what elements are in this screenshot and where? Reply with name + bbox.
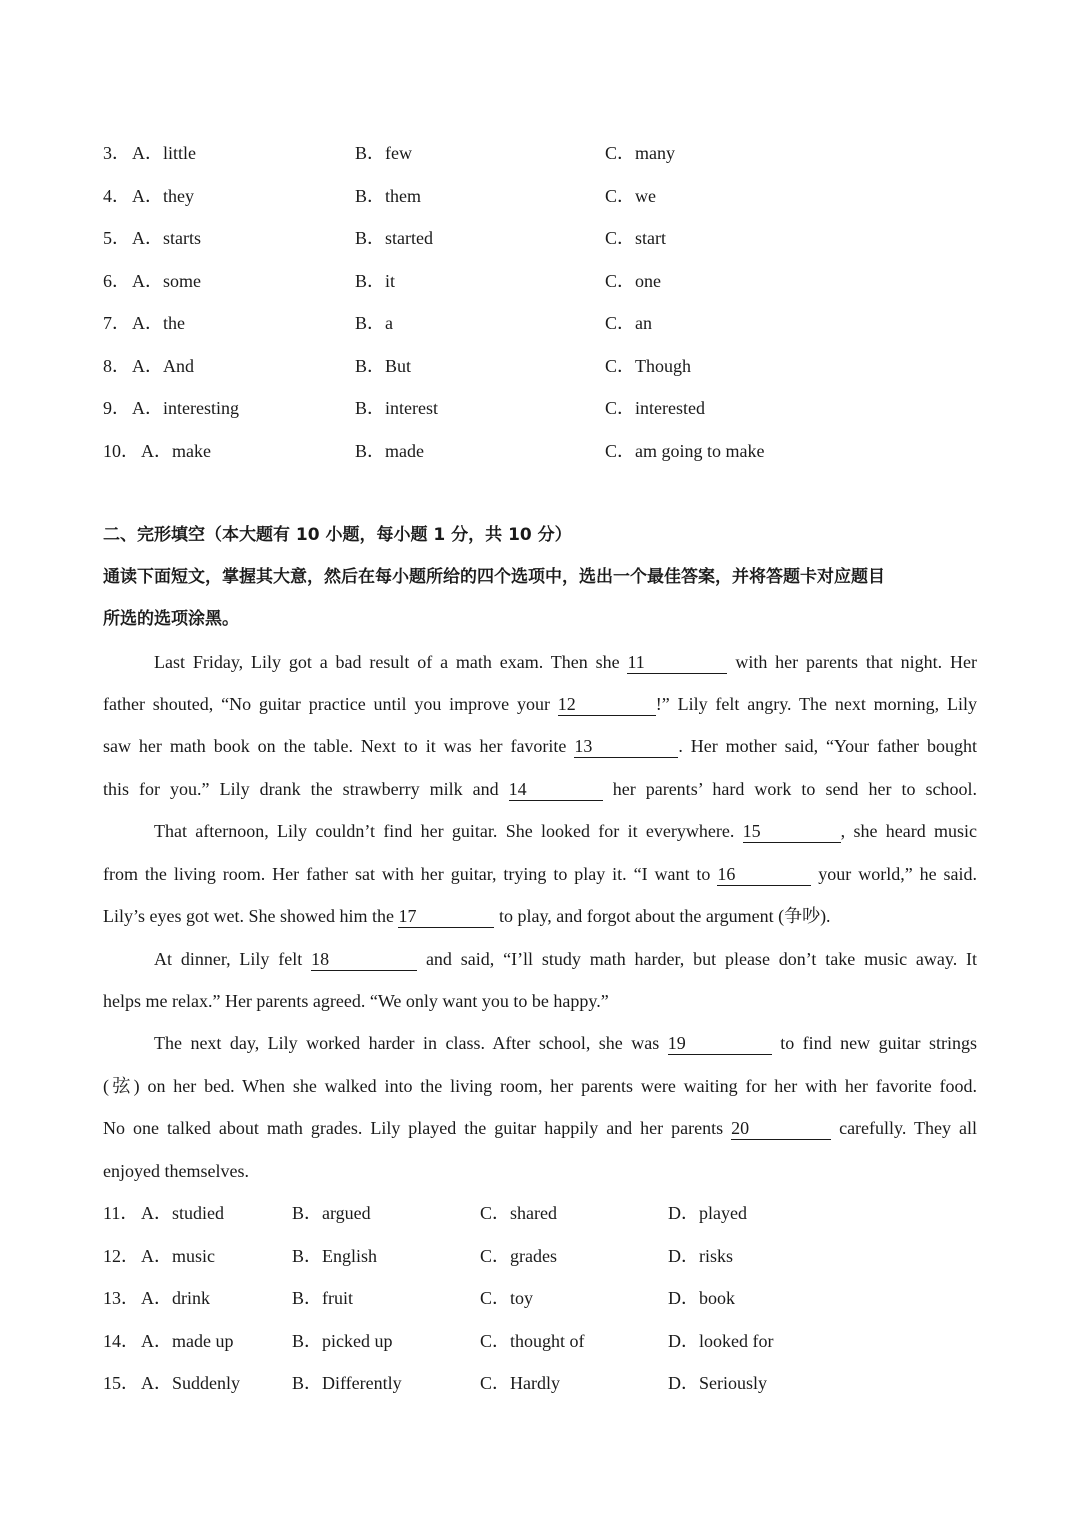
passage-line: The next day, Lily worked harder in class. After school, she was 19 to find new guitar strings [154, 1033, 978, 1053]
option-c: C．interested [605, 398, 705, 418]
option-a: A．music [141, 1245, 215, 1266]
question-number: 10． [103, 440, 139, 461]
option-row [0, 351, 1080, 381]
question-number: 13． [103, 1288, 139, 1308]
question-number: 11． [103, 1203, 139, 1223]
passage-line: from the living room. Her father sat with her guitar, trying to play it. “I want to 16 your world,” he said. [103, 864, 978, 884]
option-a: A．drink [141, 1288, 210, 1308]
instruction-line: 所选的选项涂黑。 [103, 609, 239, 629]
option-d: D．risks [668, 1245, 734, 1266]
passage-line: Last Friday, Lily got a bad result of a math exam. Then she 11 with her parents that night. Her [154, 652, 978, 672]
blank-17: 17 [398, 905, 494, 928]
question-number: 8． [103, 355, 130, 376]
option-row [0, 181, 1080, 211]
option-c: C．shared [480, 1203, 557, 1223]
option-a: A．made up [141, 1330, 234, 1351]
question-number: 7． [103, 313, 130, 333]
option-a: A．some [132, 270, 201, 291]
option-b: B．them [355, 185, 421, 206]
option-b: B．But [355, 355, 412, 376]
blank-15: 15 [743, 820, 841, 843]
option-a: A．Suddenly [141, 1373, 240, 1393]
option-b: B．Differently [292, 1373, 402, 1393]
blank-16: 16 [717, 863, 811, 886]
option-b: B．English [292, 1245, 378, 1266]
option-d: D．looked for [668, 1330, 774, 1351]
option-row [0, 1368, 1080, 1398]
option-a: A．interesting [132, 398, 239, 418]
option-a: A．starts [132, 228, 201, 248]
option-row [0, 393, 1080, 423]
option-c: C．many [605, 143, 675, 163]
blank-11: 11 [627, 651, 727, 674]
question-number: 14． [103, 1330, 139, 1351]
passage-line: No one talked about math grades. Lily played the guitar happily and her parents 20 carefully. They all [103, 1118, 977, 1138]
option-c: C．grades [480, 1245, 557, 1266]
option-row [0, 223, 1080, 253]
blank-20: 20 [731, 1117, 831, 1140]
option-b: B．a [355, 313, 393, 333]
option-a: A．make [141, 440, 211, 461]
blank-13: 13 [574, 735, 678, 758]
passage-line: helps me relax.” Her parents agreed. “We only want you to be happy.” [103, 991, 609, 1011]
blank-18: 18 [311, 948, 417, 971]
option-a: A．studied [141, 1203, 224, 1223]
option-row [0, 436, 1080, 466]
option-b: B．made [355, 440, 424, 461]
question-number: 4． [103, 185, 130, 206]
option-b: B．it [355, 270, 396, 291]
option-c: C．toy [480, 1288, 534, 1308]
option-row [0, 1326, 1080, 1356]
blank-19: 19 [668, 1032, 772, 1055]
option-b: B．picked up [292, 1330, 393, 1351]
option-c: C．one [605, 270, 661, 291]
blank-14: 14 [509, 778, 603, 801]
option-c: C．start [605, 228, 666, 248]
option-b: B．started [355, 228, 433, 248]
option-b: B．fruit [292, 1288, 353, 1308]
question-number: 5． [103, 228, 130, 248]
option-row [0, 1198, 1080, 1228]
option-c: C．Though [605, 355, 692, 376]
option-row [0, 138, 1080, 168]
option-c: C．thought of [480, 1330, 585, 1351]
passage-line: (弦) on her bed. When she walked into the living room, her parents were waiting for her with her favorite food. [103, 1076, 977, 1096]
question-number: 3． [103, 143, 130, 163]
question-number: 15． [103, 1373, 139, 1393]
blank-12: 12 [558, 693, 656, 716]
option-d: D．played [668, 1203, 747, 1223]
question-number: 9． [103, 398, 130, 418]
passage-line: enjoyed themselves. [103, 1161, 249, 1181]
option-a: A．little [132, 143, 196, 163]
question-number: 6． [103, 270, 130, 291]
passage-line: At dinner, Lily felt 18 and said, “I’ll study math harder, but please don’t take music away. It [154, 949, 978, 969]
question-number: 12． [103, 1245, 139, 1266]
option-c: C．an [605, 313, 652, 333]
option-b: B．argued [292, 1203, 371, 1223]
option-d: D．Seriously [668, 1373, 767, 1393]
option-b: B．interest [355, 398, 438, 418]
option-row [0, 266, 1080, 296]
passage-line: That afternoon, Lily couldn’t find her guitar. She looked for it everywhere. 15 , she heard music [154, 821, 978, 841]
passage-line: Lily’s eyes got wet. She showed him the 17 to play, and forgot about the argument (争吵). [103, 906, 831, 926]
option-d: D．book [668, 1288, 735, 1308]
option-c: C．we [605, 185, 656, 206]
passage-line: saw her math book on the table. Next to it was her favorite 13 . Her mother said, “Your father bought [103, 736, 977, 756]
instruction-line: 通读下面短文，掌握其大意，然后在每小题所给的四个选项中，选出一个最佳答案，并将答题卡对应题目 [103, 567, 885, 587]
option-c: C．am going to make [605, 440, 765, 461]
option-a: A．And [132, 355, 194, 376]
option-c: C．Hardly [480, 1373, 560, 1393]
section-title: 二、完形填空（本大题有 10 小题，每小题 1 分，共 10 分） [103, 525, 572, 545]
option-row [0, 308, 1080, 338]
passage-line: father shouted, “No guitar practice until you improve your 12 !” Lily felt angry. The next morning, Lily [103, 694, 977, 714]
option-b: B．few [355, 143, 412, 163]
option-row [0, 1283, 1080, 1313]
option-a: A．they [132, 185, 194, 206]
option-a: A．the [132, 313, 185, 333]
option-row [0, 1241, 1080, 1271]
passage-line: this for you.” Lily drank the strawberry milk and 14 her parents’ hard work to send her to school. [103, 779, 977, 799]
